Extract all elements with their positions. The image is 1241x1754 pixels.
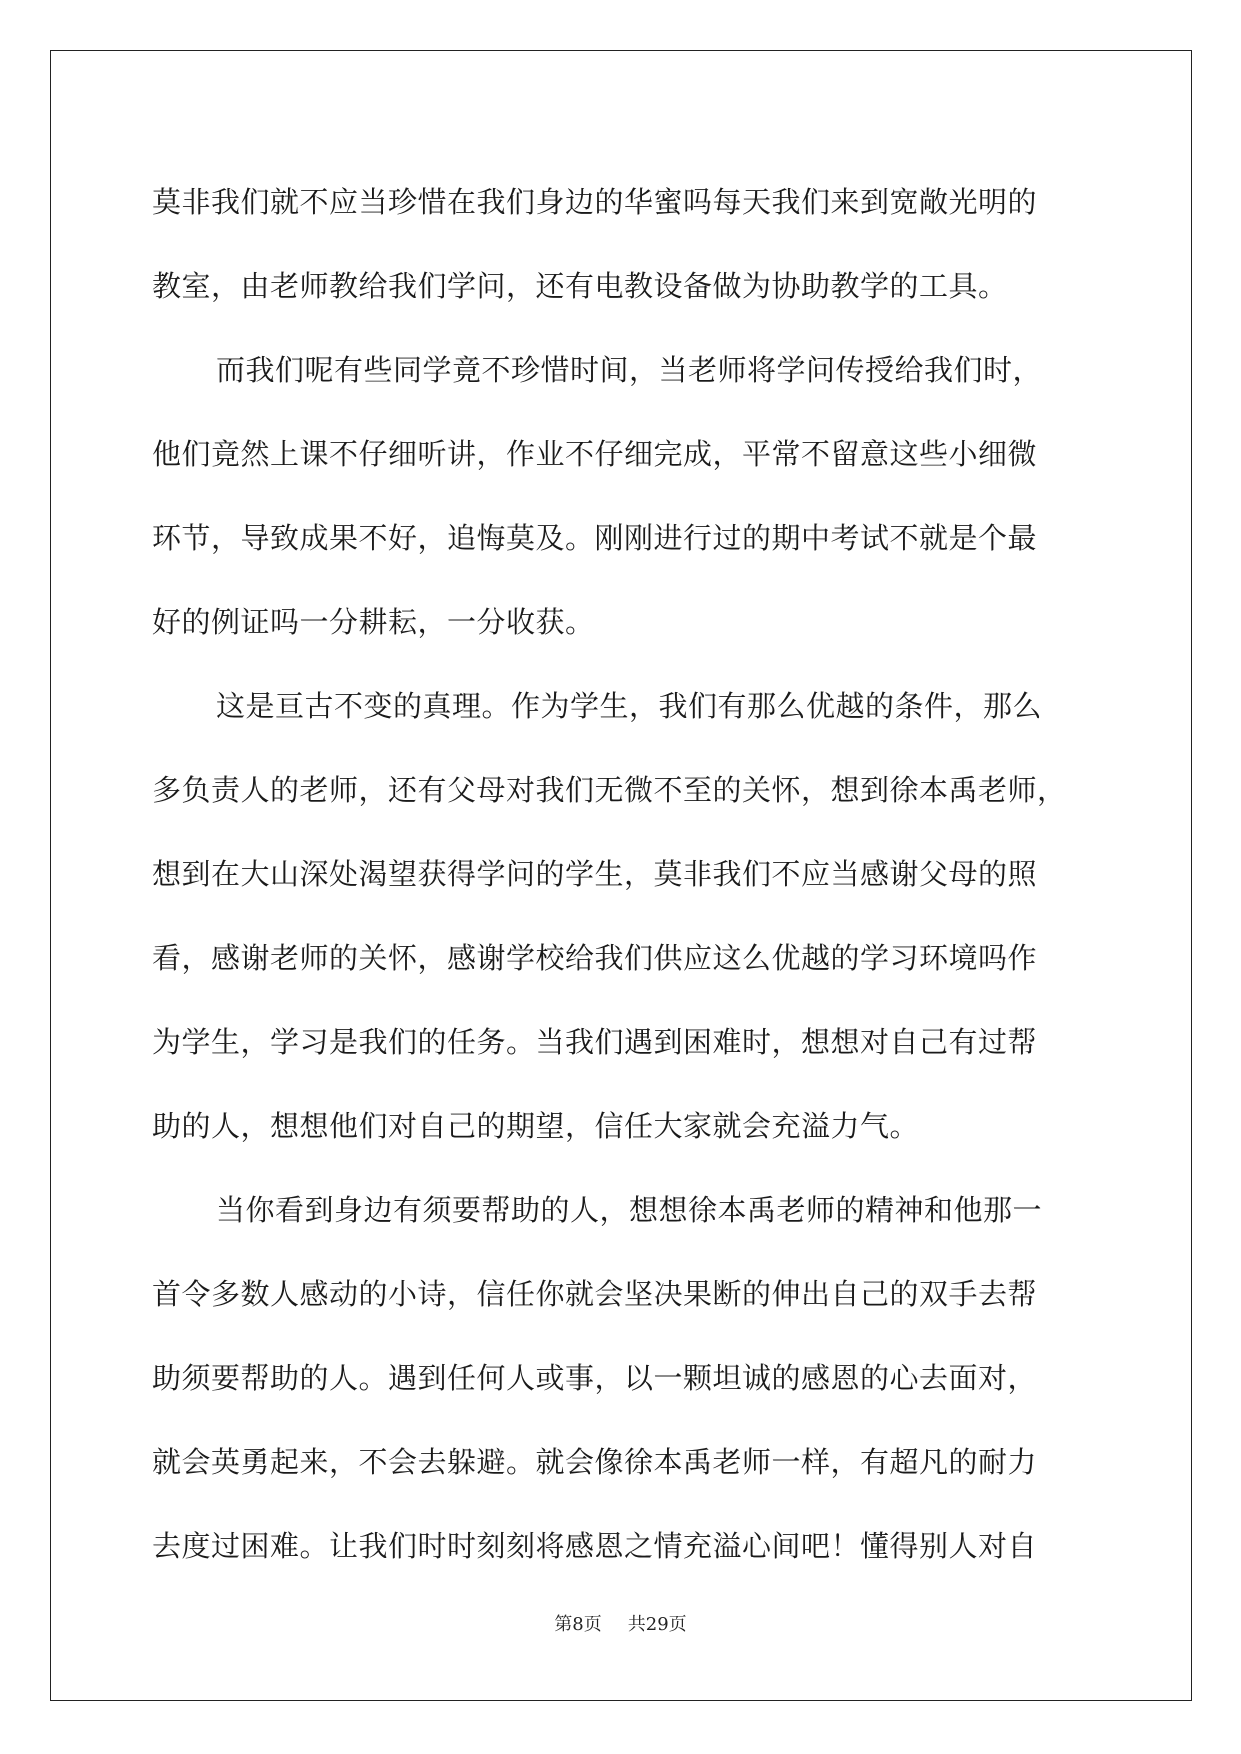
paragraph-first-line: 这是亘古不变的真理。作为学生，我们有那么优越的条件，那么	[216, 689, 1043, 723]
text-line: 他们竟然上课不仔细听讲，作业不仔细完成，平常不留意这些小细微	[152, 437, 1038, 471]
paragraph-first-line: 当你看到身边有须要帮助的人，想想徐本禹老师的精神和他那一	[216, 1193, 1043, 1227]
text-line: 好的例证吗一分耕耘，一分收获。	[152, 605, 595, 639]
text-line: 去度过困难。让我们时时刻刻将感恩之情充溢心间吧！懂得别人对自	[152, 1529, 1038, 1563]
text-line: 多负责人的老师，还有父母对我们无微不至的关怀，想到徐本禹老师，	[152, 773, 1067, 807]
text-line: 就会英勇起来，不会去躲避。就会像徐本禹老师一样，有超凡的耐力	[152, 1445, 1038, 1479]
text-line: 教室，由老师教给我们学问，还有电教设备做为协助教学的工具。	[152, 269, 1008, 303]
text-line: 莫非我们就不应当珍惜在我们身边的华蜜吗每天我们来到宽敞光明的	[152, 185, 1038, 219]
page-number: 第8页	[554, 1614, 602, 1635]
text-line: 助须要帮助的人。遇到任何人或事，以一颗坦诚的感恩的心去面对，	[152, 1361, 1038, 1395]
page-footer	[0, 1610, 1241, 1636]
text-line: 首令多数人感动的小诗，信任你就会坚决果断的伸出自己的双手去帮	[152, 1277, 1038, 1311]
page-total: 共29页	[627, 1614, 687, 1635]
text-line: 看，感谢老师的关怀，感谢学校给我们供应这么优越的学习环境吗作	[152, 941, 1038, 975]
text-line: 想到在大山深处渴望获得学问的学生，莫非我们不应当感谢父母的照	[152, 857, 1038, 891]
document-body	[152, 160, 1096, 1588]
text-line: 为学生，学习是我们的任务。当我们遇到困难时，想想对自己有过帮	[152, 1025, 1038, 1059]
text-line: 助的人，想想他们对自己的期望，信任大家就会充溢力气。	[152, 1109, 920, 1143]
text-line: 环节，导致成果不好，追悔莫及。刚刚进行过的期中考试不就是个最	[152, 521, 1038, 555]
paragraph-first-line: 而我们呢有些同学竟不珍惜时间，当老师将学问传授给我们时，	[216, 353, 1043, 387]
